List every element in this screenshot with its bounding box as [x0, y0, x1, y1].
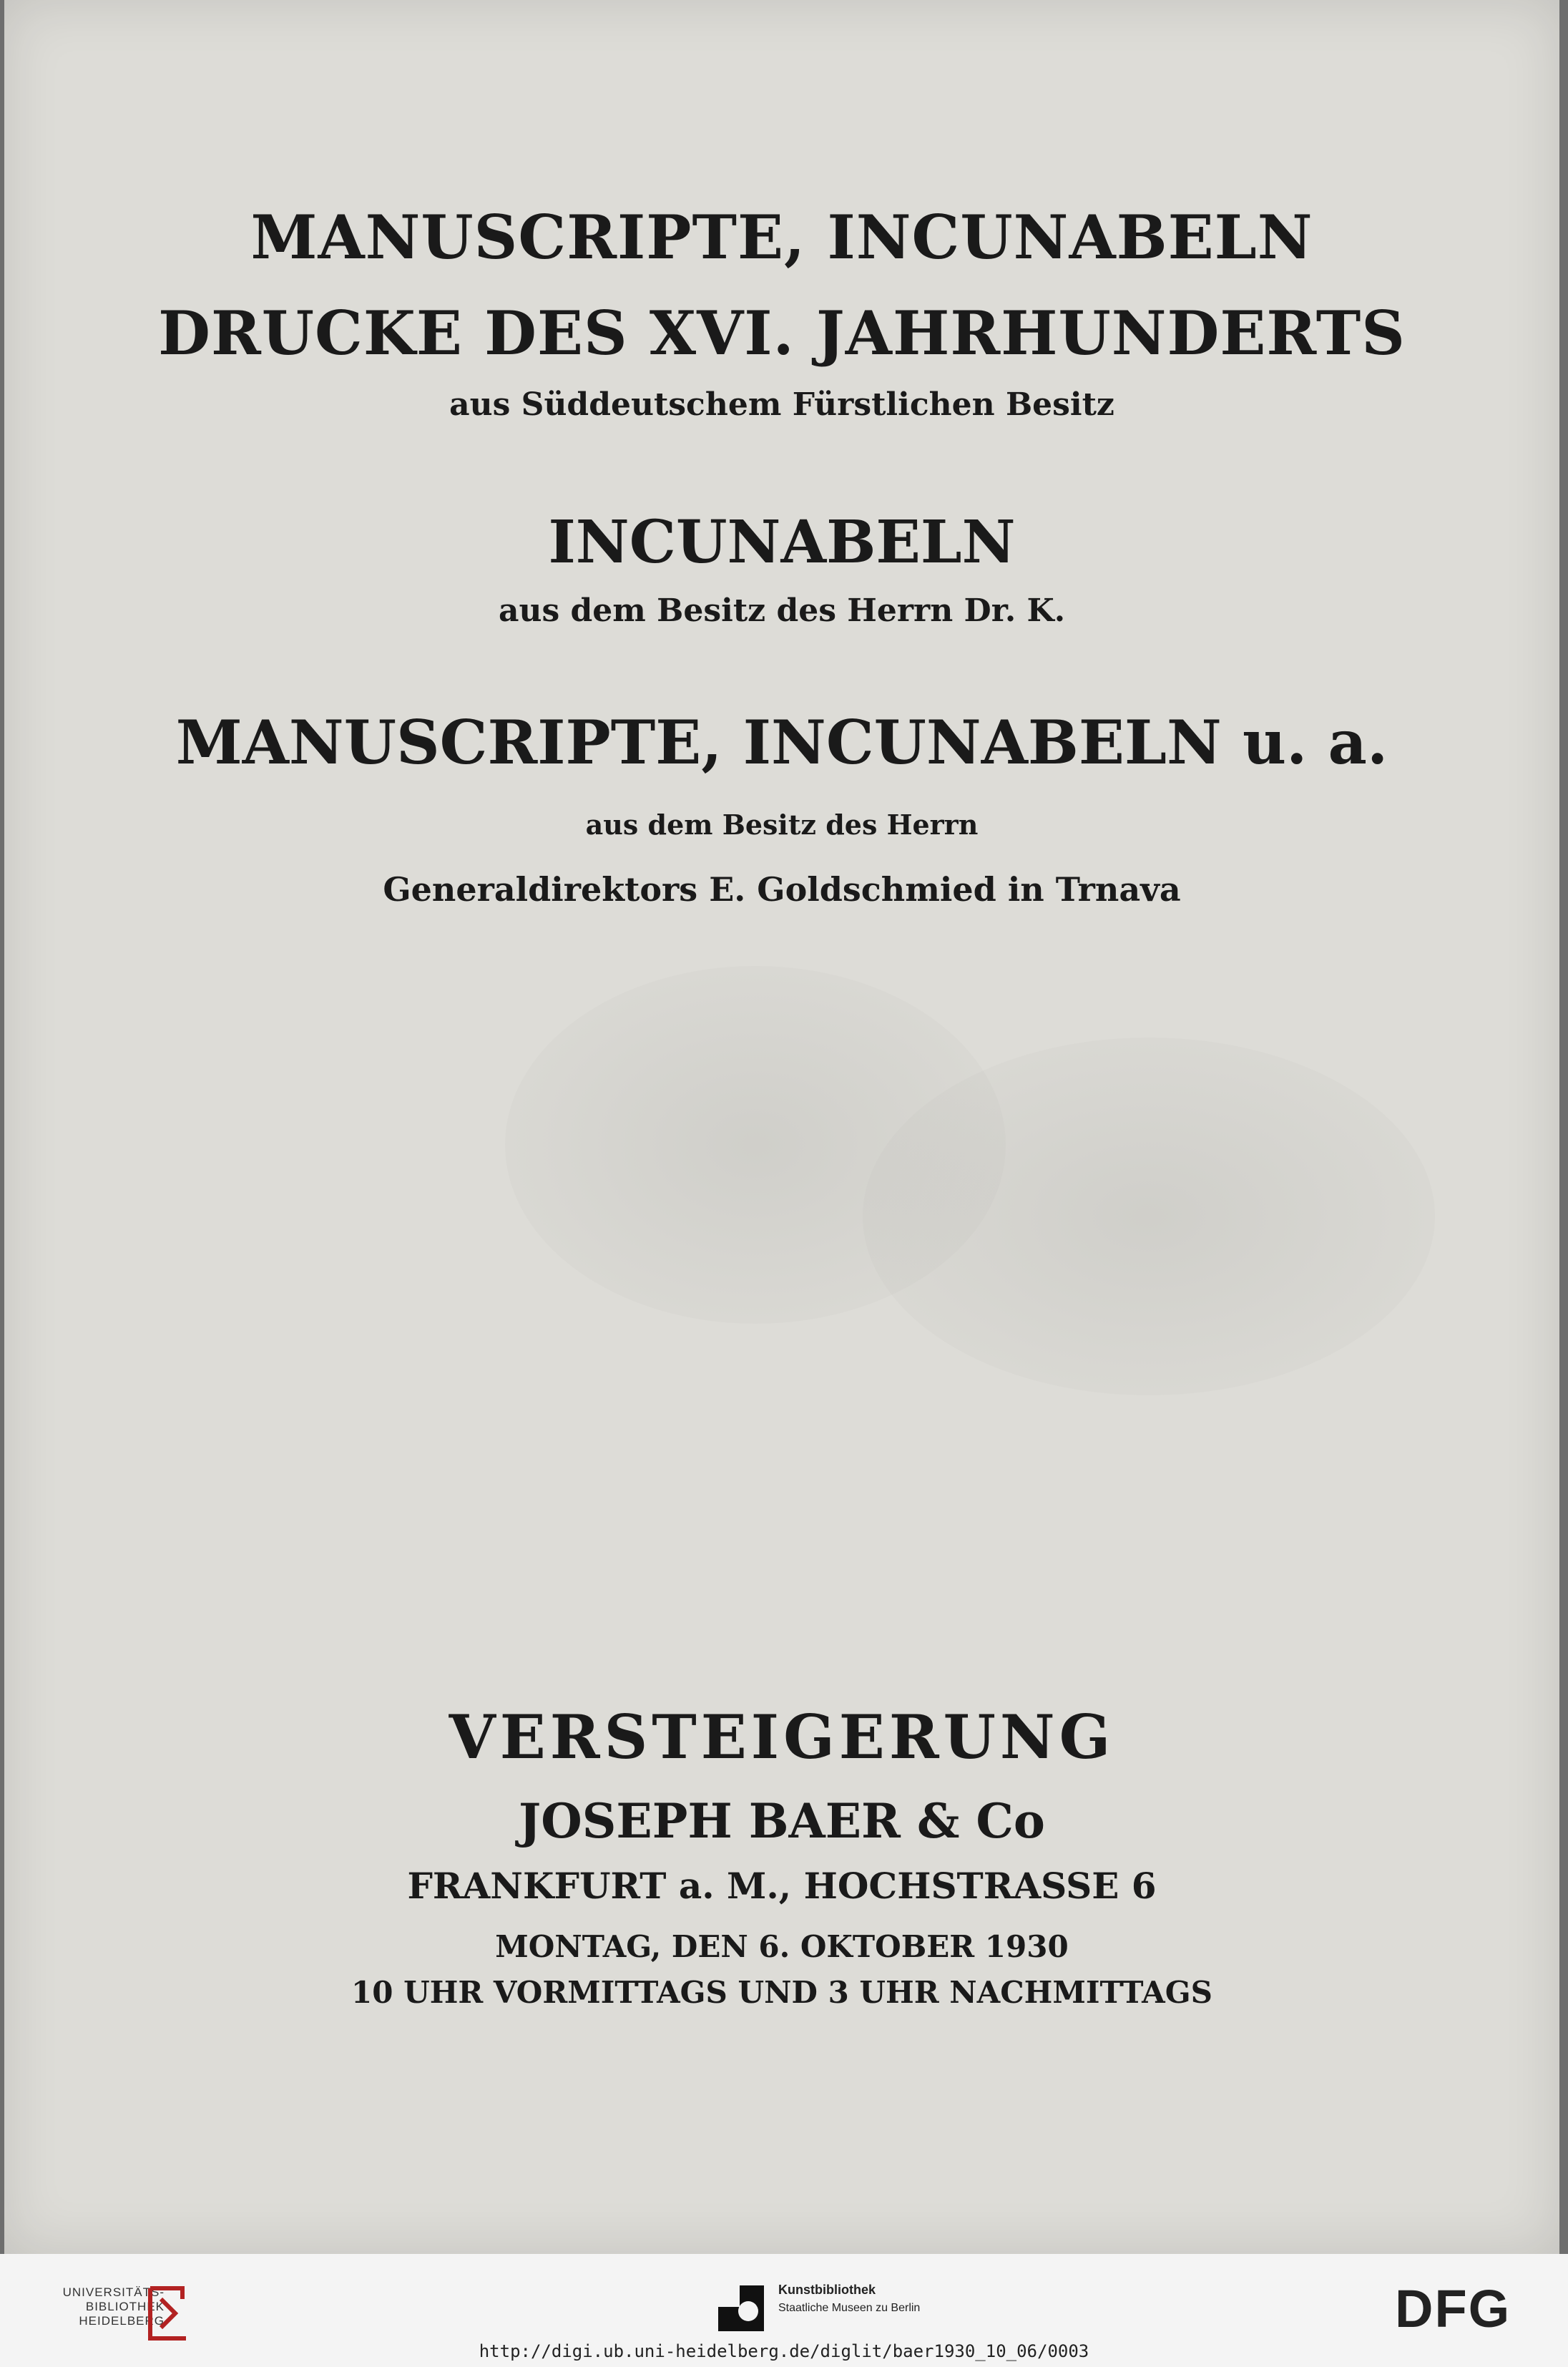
title-line-3: aus Süddeutschem Fürstlichen Besitz: [449, 386, 1114, 423]
auction-heading: VERSTEIGERUNG: [449, 1702, 1115, 1772]
ub-logo-line: HEIDELBERG: [79, 2314, 165, 2328]
section3-subtitle-2: Generaldirektors E. Goldschmied in Trnava: [383, 870, 1181, 909]
auction-date: MONTAG, DEN 6. OKTOBER 1930: [495, 1929, 1069, 1964]
kunstbibliothek-logo-icon: [715, 2283, 767, 2334]
section3-heading: MANUSCRIPTE, INCUNABELN u. a.: [175, 707, 1388, 778]
ub-logo-line: BIBLIOTHEK: [85, 2300, 165, 2313]
ub-logo-line: UNIVERSITÄTS-: [62, 2285, 165, 2299]
ub-heidelberg-logo-icon: [143, 2281, 193, 2346]
page-url[interactable]: http://digi.ub.uni-heidelberg.de/diglit/baer1930_10_06/0003: [479, 2341, 1089, 2361]
auction-address: FRANKFURT a. M., HOCHSTRASSE 6: [407, 1865, 1157, 1907]
kunstbibliothek-subtitle: Staatliche Museen zu Berlin: [778, 2302, 921, 2314]
section2-heading: INCUNABELN: [548, 508, 1016, 577]
auction-firm: JOSEPH BAER & Co: [519, 1793, 1045, 1849]
scanned-page: [4, 0, 1559, 2254]
kunstbibliothek-title: Kunstbibliothek: [778, 2283, 876, 2297]
title-line-2: DRUCKE DES XVI. JAHRHUNDERTS: [158, 298, 1406, 369]
kunstbibliothek-text: [778, 2283, 920, 2315]
title-line-1: MANUSCRIPTE, INCUNABELN: [250, 202, 1313, 273]
section2-subtitle: aus dem Besitz des Herrn Dr. K.: [498, 592, 1066, 629]
auction-time: 10 UHR VORMITTAGS UND 3 UHR NACHMITTAGS: [351, 1975, 1212, 2010]
section3-subtitle-1: aus dem Besitz des Herrn: [585, 809, 979, 841]
dfg-logo: DFG: [1395, 2279, 1511, 2338]
paper-stain: [863, 1038, 1435, 1395]
footer-bar: [0, 2254, 1568, 2367]
